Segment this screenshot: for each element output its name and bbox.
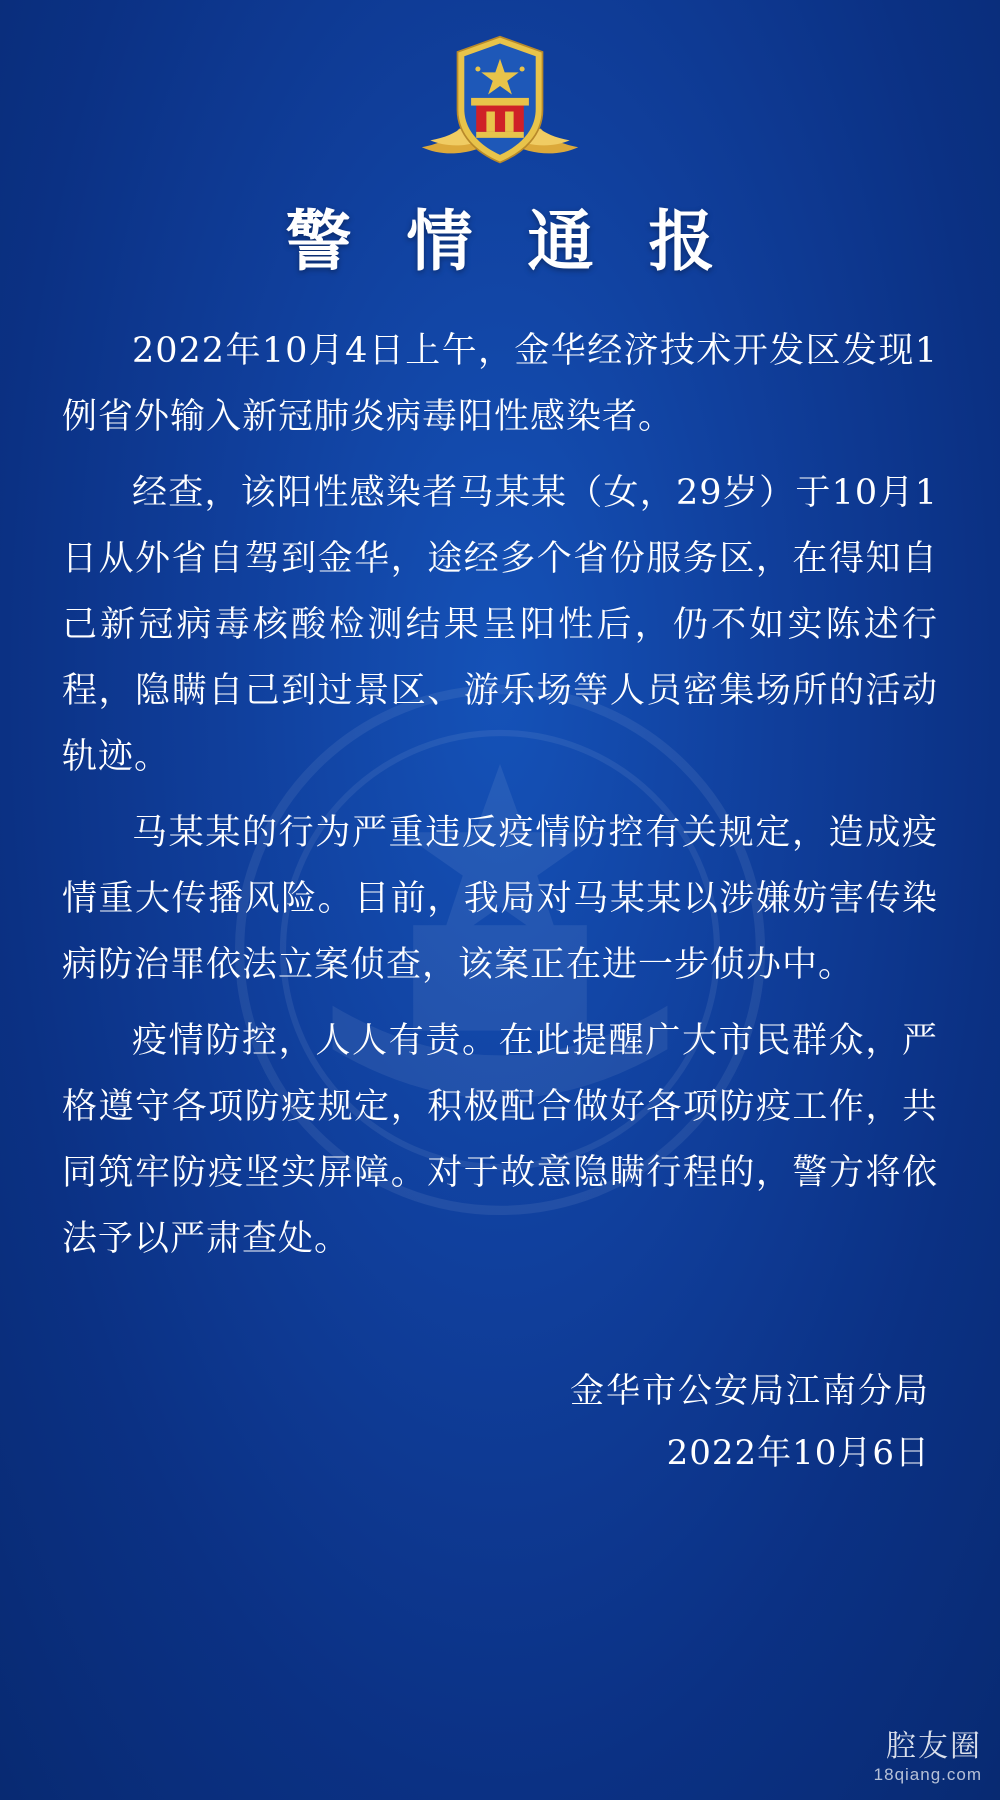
- police-badge-header: [0, 28, 1000, 178]
- issuing-authority: 金华市公安局江南分局: [570, 1371, 930, 1411]
- notice-paragraph: 马某某的行为严重违反疫情防控有关规定，造成疫情重大传播风险。目前，我局对马某某以涉嫌妨害传染病防治罪依法立案侦查，该案正在进一步侦办中。: [62, 813, 938, 985]
- notice-paragraph: 2022年10月4日上午，金华经济技术开发区发现1例省外输入新冠肺炎病毒阳性感染者。: [62, 331, 938, 437]
- page-title: 警 情 通 报: [285, 202, 731, 280]
- police-badge-icon: [415, 28, 585, 178]
- signature-block: [410, 1360, 930, 1484]
- notice-body: [62, 318, 938, 1282]
- source-watermark-en: 18qiang.com: [873, 1765, 982, 1784]
- issue-date: 2022年10月6日: [666, 1433, 930, 1473]
- source-watermark-cn: 腔友圈: [886, 1730, 982, 1763]
- notice-paragraph: 经查，该阳性感染者马某某（女，29岁）于10月1日从外省自驾到金华，途经多个省份服务区，在得知自己新冠病毒核酸检测结果呈阳性后，仍不如实陈述行程，隐瞒自己到过景区、游乐场等人员密集场所的活动轨迹。: [62, 473, 938, 777]
- source-watermark: [874, 1730, 982, 1786]
- notice-paragraph: 疫情防控，人人有责。在此提醒广大市民群众，严格遵守各项防疫规定，积极配合做好各项防疫工作，共同筑牢防疫坚实屏障。对于故意隐瞒行程的，警方将依法予以严肃查处。: [62, 1021, 938, 1259]
